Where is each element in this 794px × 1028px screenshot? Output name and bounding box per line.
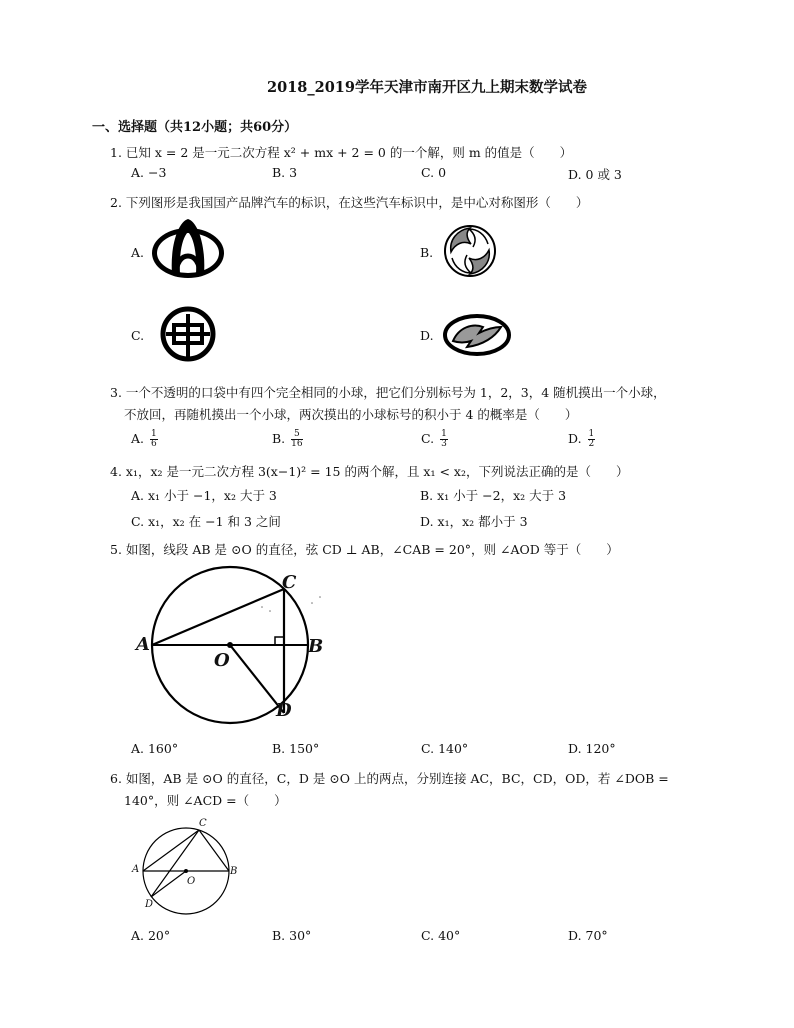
q3-option-d-fraction: $\frac{1}{2}$ (588, 429, 595, 449)
q5-label-b: B (308, 636, 324, 657)
q2-option-d[interactable]: D. (420, 328, 434, 343)
q5-label-a: A (136, 634, 150, 655)
q1-option-b[interactable]: B. 3 (272, 165, 298, 180)
q3-option-b-fraction: $\frac{5}{16}$ (291, 429, 303, 449)
logo-b-icon (443, 224, 497, 278)
q4-option-c[interactable]: C. x₁，x₂ 在 −1 和 3 之间 (131, 514, 281, 529)
q3-option-b[interactable] (272, 430, 303, 449)
question-6-stem-line2: 140°，则 ∠ACD =（ ） (124, 793, 287, 808)
question-3-stem-line1: 3. 一个不透明的口袋中有四个完全相同的小球，把它们分别标号为 1，2，3，4 随机摸出一个小球， (110, 385, 666, 400)
q4-option-d[interactable]: D. x₁，x₂ 都小于 3 (420, 514, 528, 529)
question-4-stem: 4. x₁，x₂ 是一元二次方程 3(x−1)² = 15 的两个解，且 x₁ < x₂，下列说法正确的是（ ） (110, 464, 629, 479)
q5-option-a[interactable]: A. 160° (131, 741, 179, 756)
question-2-stem: 2. 下列图形是我国国产品牌汽车的标识，在这些汽车标识中，是中心对称图形（ ） (110, 195, 589, 210)
q3-option-a[interactable] (131, 430, 158, 449)
logo-a-icon (150, 216, 226, 280)
q1-option-d[interactable]: D. 0 或 3 (568, 167, 622, 182)
q6-label-o: O (187, 876, 196, 887)
q6-option-d[interactable]: D. 70° (568, 928, 608, 943)
question-3-stem-line2: 不放回，再随机摸出一个小球，两次摸出的小球标号的积小于 4 的概率是（ ） (124, 407, 578, 422)
q2-option-b[interactable]: B. (420, 245, 434, 260)
q2-option-a[interactable]: A. (131, 245, 145, 260)
q3-option-b-label: B. (272, 431, 286, 446)
question-1-stem: 1. 已知 x = 2 是一元二次方程 x² + mx + 2 = 0 的一个解，则 m 的值是（ ） (110, 145, 573, 160)
q6-option-a[interactable]: A. 20° (131, 928, 171, 943)
q5-label-c: C (282, 572, 297, 593)
q3-option-c[interactable] (421, 430, 448, 449)
q5-label-o: O (214, 650, 230, 671)
section-heading: 一、选择题（共12小题；共60分） (92, 120, 298, 135)
q5-circle-figure (132, 565, 332, 735)
q5-option-c[interactable]: C. 140° (421, 741, 469, 756)
q5-option-d[interactable]: D. 120° (568, 741, 616, 756)
q1-option-c[interactable]: C. 0 (421, 165, 447, 180)
q6-label-a: A (132, 864, 140, 875)
q3-option-d[interactable] (568, 430, 595, 449)
page-title: 2018_2019学年天津市南开区九上期末数学试卷 (267, 79, 587, 96)
q6-label-d: D (145, 899, 154, 910)
logo-d-icon (443, 313, 511, 357)
q4-option-b[interactable]: B. x₁ 小于 −2，x₂ 大于 3 (420, 488, 567, 503)
q3-option-c-label: C. (421, 431, 435, 446)
q6-option-b[interactable]: B. 30° (272, 928, 312, 943)
q5-option-b[interactable]: B. 150° (272, 741, 320, 756)
q2-option-c[interactable]: C. (131, 328, 145, 343)
q3-option-a-fraction: $\frac{1}{6}$ (151, 429, 157, 449)
q4-option-a[interactable]: A. x₁ 小于 −1，x₂ 大于 3 (131, 488, 277, 503)
question-5-stem: 5. 如图，线段 AB 是 ⊙O 的直径，弦 CD ⊥ AB，∠CAB = 20°，则 ∠AOD 等于（ ） (110, 542, 619, 557)
q3-option-a-label: A. (131, 431, 145, 446)
q3-option-c-fraction: $\frac{1}{3}$ (441, 429, 447, 449)
q6-label-c: C (199, 818, 207, 829)
q1-option-a[interactable]: A. −3 (131, 165, 167, 180)
question-6-stem-line1: 6. 如图，AB 是 ⊙O 的直径，C，D 是 ⊙O 上的两点，分别连接 AC，BC，CD，OD，若 ∠DOB = (110, 771, 669, 786)
q3-option-d-label: D. (568, 431, 582, 446)
q6-label-b: B (230, 866, 238, 877)
logo-c-icon (160, 306, 216, 362)
q6-option-c[interactable]: C. 40° (421, 928, 461, 943)
q5-label-d: D (276, 700, 292, 721)
